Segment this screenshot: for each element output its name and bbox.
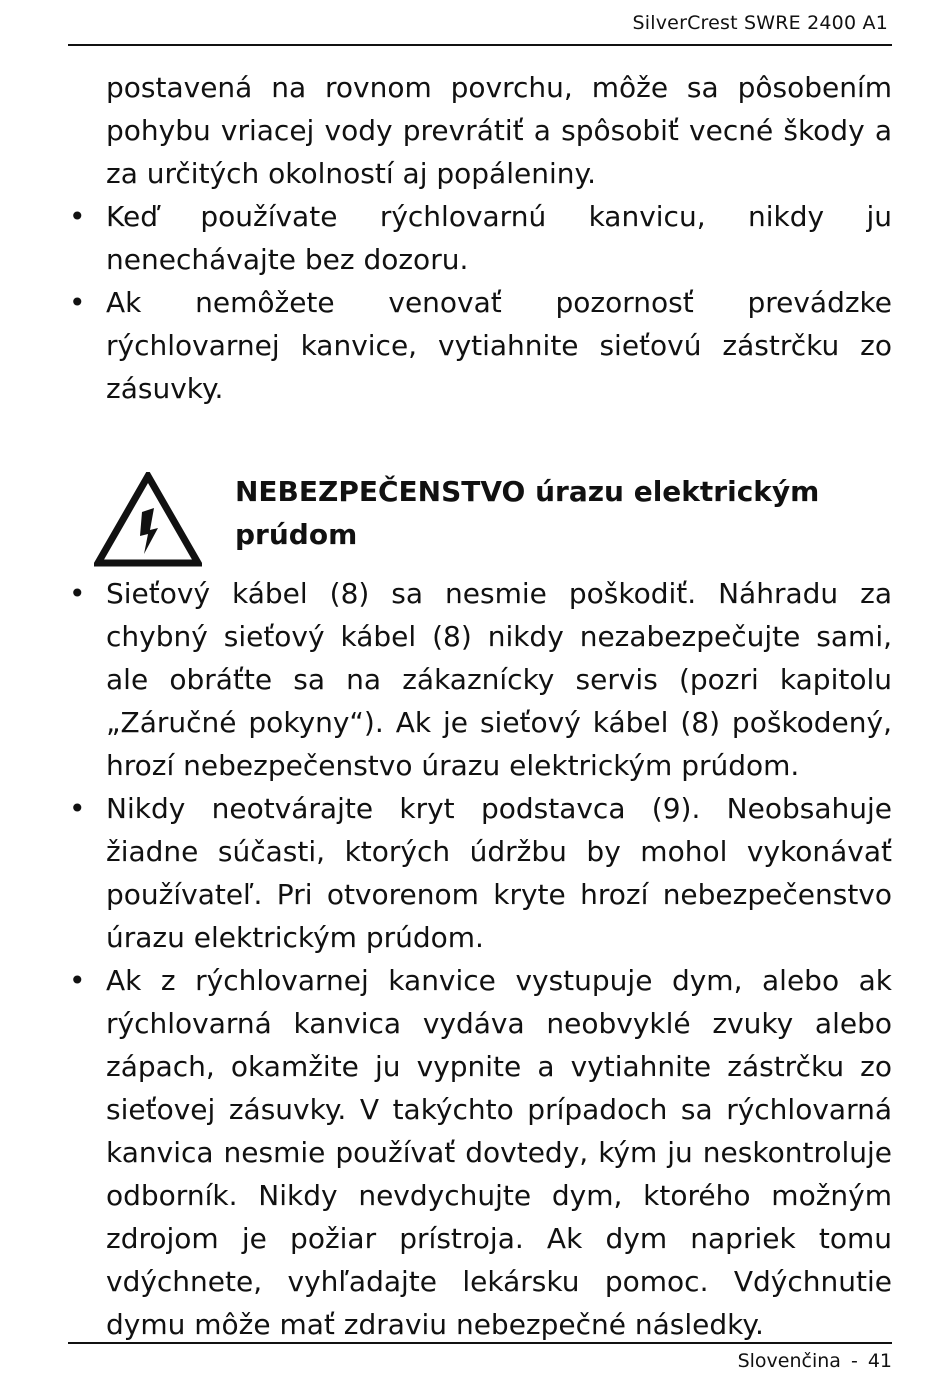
list-item-text: Nikdy neotvárajte kryt podstavca (9). Neobsahuje žiadne súčasti, ktorých údržbu by mohol vykonávať používateľ. Pri otvorenom kryte hrozí nebezpečenstvo úrazu elektrickým prúdom.	[106, 792, 892, 954]
page-content	[68, 66, 892, 1346]
warning-heading: NEBEZPEČENSTVO úrazu elektrickým prúdom	[235, 475, 820, 551]
list-item	[68, 195, 892, 281]
list-item-text: Sieťový kábel (8) sa nesmie poškodiť. Náhradu za chybný sieťový kábel (8) nikdy nezabezpečujte sami, ale obráťte sa na zákaznícky servis (pozri kapitolu „Záručné pokyny“). Ak je sieťový kábel (8) poškodený, hrozí nebezpečenstvo úrazu elektrickým prúdom.	[106, 577, 892, 782]
page-number: 41	[867, 1350, 892, 1372]
header-divider	[68, 44, 892, 46]
electric-shock-warning-icon	[94, 472, 202, 568]
footer-divider	[68, 1342, 892, 1344]
list-item	[68, 572, 892, 787]
page-footer	[738, 1350, 892, 1372]
list-item	[68, 787, 892, 959]
bullet-icon: •	[69, 964, 86, 997]
bullet-icon: •	[69, 792, 86, 825]
bullet-icon: •	[69, 200, 86, 233]
document-header-title: SilverCrest SWRE 2400 A1	[632, 12, 888, 34]
list-item	[68, 281, 892, 410]
intro-paragraph: postavená na rovnom povrchu, môže sa pôsobením pohybu vriacej vody prevrátiť a spôsobiť vecné škody a za určitých okolností aj popáleniny.	[106, 71, 892, 190]
bullet-icon: •	[69, 577, 86, 610]
bullet-icon: •	[69, 286, 86, 319]
list-item-text: Ak z rýchlovarnej kanvice vystupuje dym, alebo ak rýchlovarná kanvica vydáva neobvyklé zvuky alebo zápach, okamžite ju vypnite a vytiahnite zástrčku zo sieťovej zásuvky. V takýchto prípadoch sa rýchlovarná kanvica nesmie používať dovtedy, kým ju neskontroluje odborník. Nikdy nevdychujte dym, ktorého možným zdrojom je požiar prístroja. Ak dym napriek tomu vdýchnete, vyhľadajte lekársku pomoc. Vdýchnutie dymu môže mať zdraviu nebezpečné následky.	[106, 964, 892, 1341]
warning-block	[68, 472, 892, 572]
footer-separator: -	[850, 1350, 858, 1372]
footer-language: Slovenčina	[737, 1350, 841, 1372]
list-item-text: Ak nemôžete venovať pozornosť prevádzke rýchlovarnej kanvice, vytiahnite sieťovú zástrčku zo zásuvky.	[106, 286, 892, 405]
list-item	[68, 959, 892, 1346]
list-item-text: Keď používate rýchlovarnú kanvicu, nikdy ju nenechávajte bez dozoru.	[106, 200, 892, 276]
